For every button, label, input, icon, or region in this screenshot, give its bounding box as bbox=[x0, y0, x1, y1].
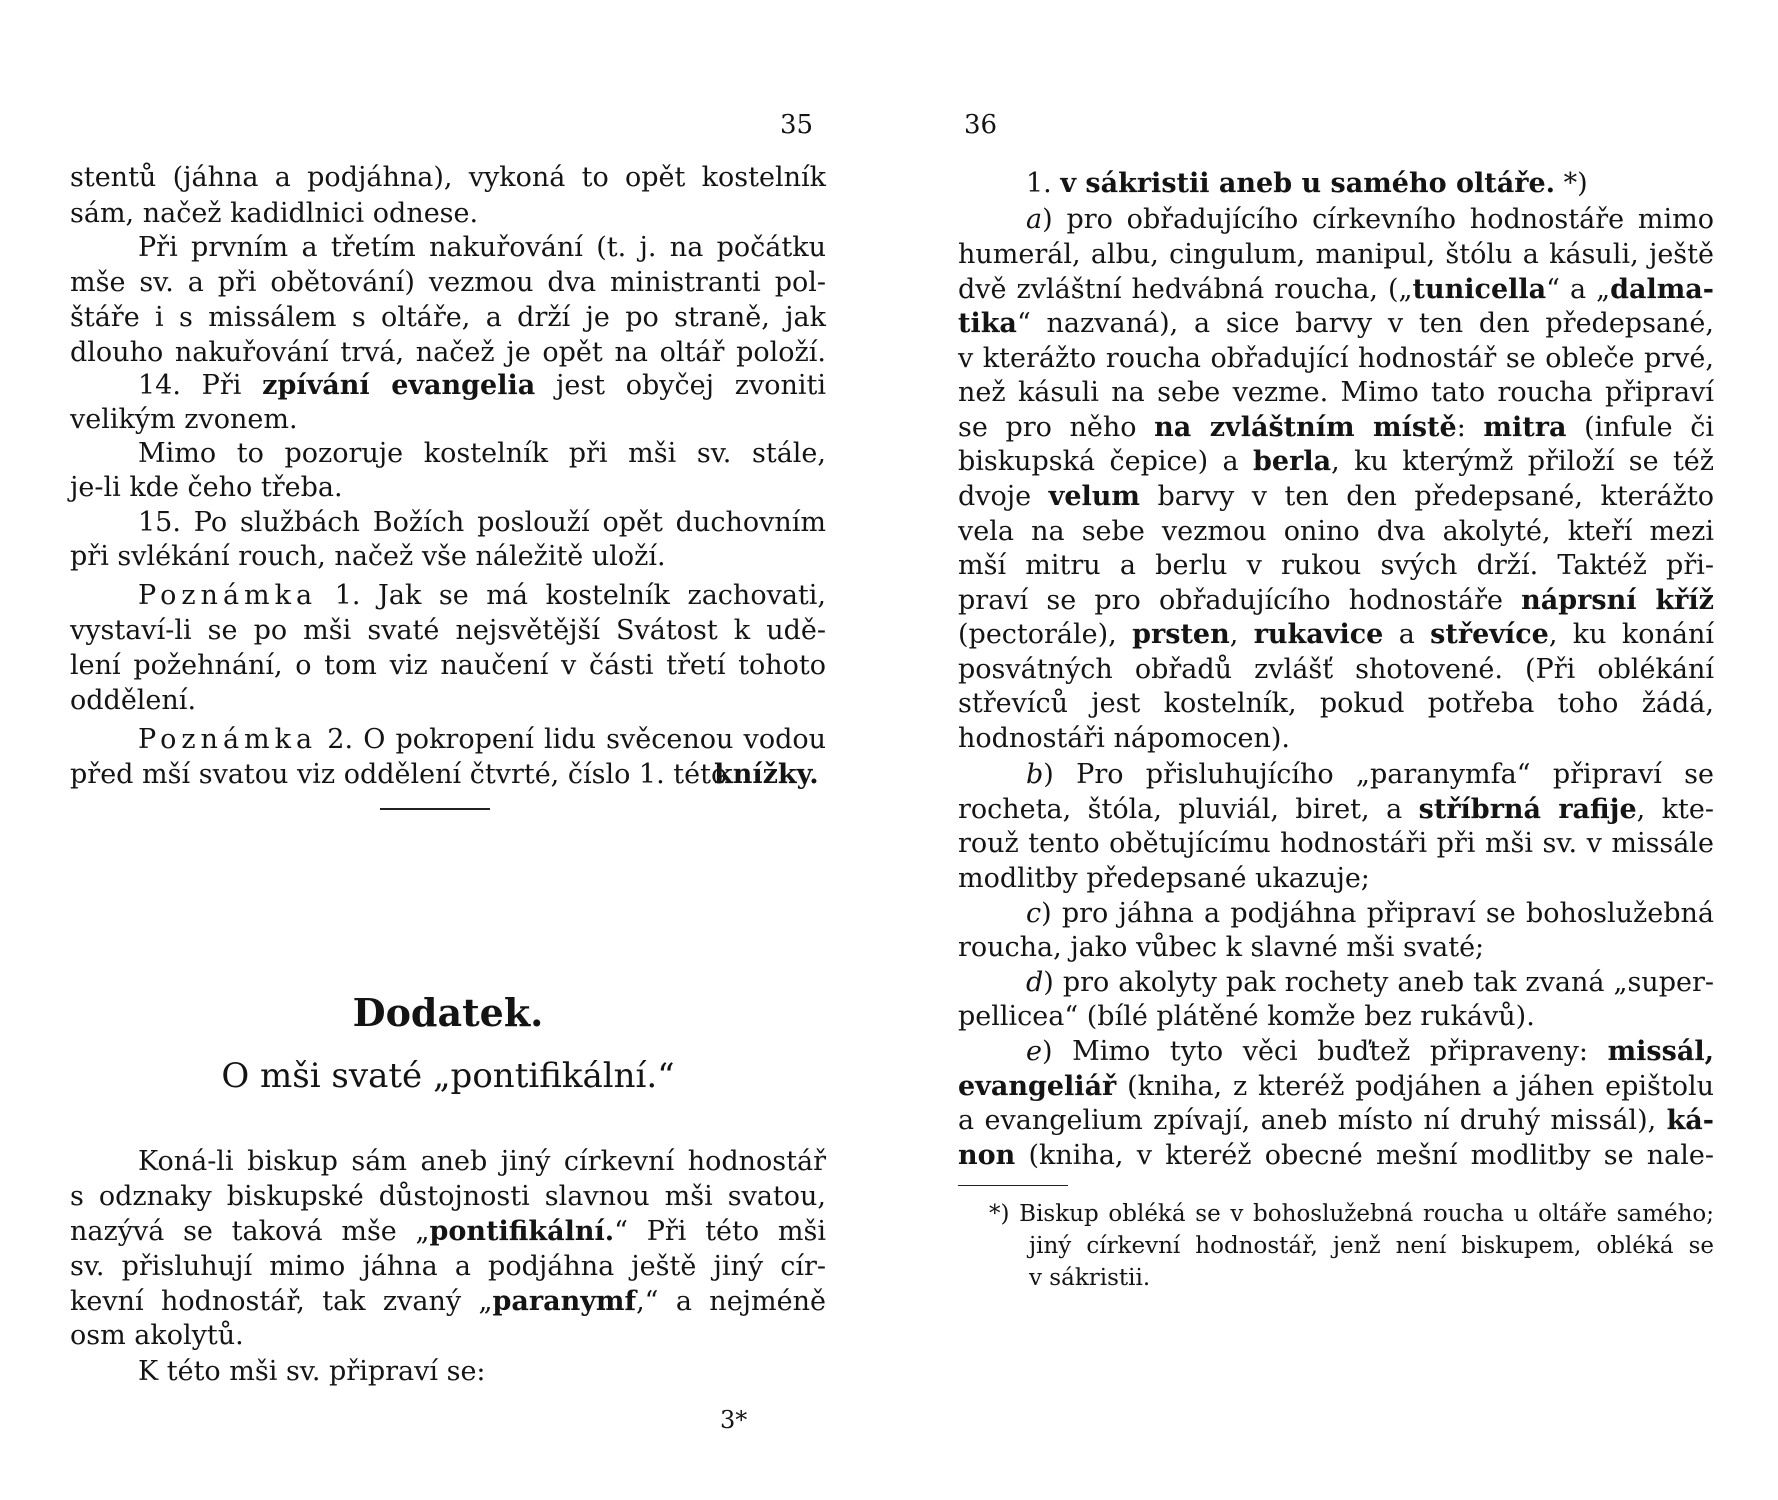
text-line: v kterážto roucha obřadující hodnostář se obleče prvé, bbox=[958, 343, 1714, 374]
text-line: Při prvním a třetím nakuřování (t. j. na počátku bbox=[138, 232, 826, 263]
right-page bbox=[889, 0, 1778, 1500]
bold-term: zpívání evangelia bbox=[262, 370, 536, 401]
text-line: vela na sebe vezmou onino dva akolyté, kteří mezi bbox=[958, 516, 1714, 547]
signature-mark: 3* bbox=[720, 1406, 748, 1434]
text-line: dlouho nakuřování trvá, načež je opět na oltář položí. bbox=[70, 337, 826, 368]
text-line: 15. Po službách Božích poslouží opět duchovním bbox=[138, 507, 826, 538]
text-line: d) pro akolyty pak rochety aneb tak zvaná „super- bbox=[1026, 967, 1714, 998]
text-line: biskupská čepice) a berla, ku kterýmž přiloží se též bbox=[958, 446, 1715, 477]
text-line: sv. přisluhují mimo jáhna a podjáhna ještě jiný cír- bbox=[70, 1251, 826, 1282]
text-line: dvoje velum barvy v ten den předepsané, kterážto bbox=[958, 481, 1714, 512]
text-line: Mimo to pozoruje kostelník při mši sv. stále, bbox=[138, 438, 826, 469]
text-line: dvě zvláštní hedvábná roucha, („tunicella“ a „dalma- bbox=[958, 274, 1714, 305]
text-line: non (kniha, v kteréž obecné mešní modlitby se nale- bbox=[958, 1140, 1714, 1171]
footnote-divider bbox=[958, 1185, 1068, 1186]
text-line: rocheta, štóla, pluviál, biret, a stříbrná rafije, kte- bbox=[958, 794, 1714, 825]
text-line: 14. Při zpívání evangelia jest obyčej zvoniti bbox=[138, 370, 826, 401]
text-line: praví se pro obřadujícího hodnostáře náprsní kříž bbox=[958, 585, 1714, 616]
text-line: posvátných obřadů zvlášť shotovené. (Při oblékání bbox=[958, 654, 1714, 685]
text-line: se pro něho na zvláštním místě: mitra (infule či bbox=[958, 412, 1714, 443]
text-line: mše sv. a při obětování) vezmou dva ministranti pol- bbox=[70, 267, 826, 298]
text-line: velikým zvonem. bbox=[70, 404, 298, 435]
text-line: kevní hodnostář, tak zvaný „paranymf,“ a nejméně bbox=[70, 1286, 826, 1317]
text-line: evangeliář (kniha, z kteréž podjáhen a jáhen epištolu bbox=[958, 1071, 1714, 1102]
text-line: nazývá se taková mše „pontifikální.“ Při této mši bbox=[70, 1216, 826, 1247]
bold-term: v sákristii aneb u samého oltáře. bbox=[1060, 168, 1556, 199]
section-heading: Dodatek. bbox=[352, 990, 544, 1035]
text-line: tika“ nazvaná), a sice barvy v ten den předepsané, bbox=[958, 308, 1714, 339]
section-subheading: O mši svaté „pontifikální.“ bbox=[221, 1056, 675, 1096]
text-line: než kásuli na sebe vezme. Mimo tato roucha připraví bbox=[958, 377, 1714, 408]
text-line: vystaví-li se po mši svaté nejsvětější Svátost k udě- bbox=[70, 615, 826, 646]
text-line: s odznaky biskupské důstojnosti slavnou mši svatou, bbox=[70, 1181, 826, 1212]
text-line: rouž tento obětujícímu hodnostáři při mši sv. v missále bbox=[958, 828, 1714, 859]
text-line: humerál, albu, cingulum, manipul, štólu a kásuli, ještě bbox=[958, 239, 1714, 270]
text-line: (pectorále), prsten, rukavice a střevíce, ku konání bbox=[958, 619, 1715, 650]
text-line: stentů (jáhna a podjáhna), vykoná to opět kostelník bbox=[70, 162, 826, 193]
text-line: a evangelium zpívají, aneb místo ní druhý missál), ká- bbox=[958, 1105, 1714, 1136]
text-line: mší mitru a berlu v rukou svých drží. Taktéž při- bbox=[958, 550, 1714, 581]
text-line: hodnostáři nápomocen). bbox=[958, 723, 1290, 754]
text-line: před mší svatou viz oddělení čtvrté, číslo 1. této bbox=[70, 759, 728, 790]
page-number: 36 bbox=[964, 110, 998, 140]
text-line: při svlékání rouch, načež vše náležitě uloží. bbox=[70, 541, 666, 572]
text-line: Poznámka 2. O pokropení lidu svěcenou vodou bbox=[138, 724, 826, 755]
bold-term: paranymf bbox=[492, 1286, 637, 1317]
text-line: sám, načež kadidlnici odnese. bbox=[70, 198, 479, 229]
text-line: knížky. bbox=[714, 759, 819, 790]
text-line: lení požehnání, o tom viz naučení v části třetí tohoto bbox=[70, 650, 826, 681]
footnote-line: jiný církevní hodnostář, jenž není biskupem, obléká se bbox=[1029, 1233, 1714, 1259]
note-label: Poznámka bbox=[138, 724, 318, 755]
text-line: Poznámka 1. Jak se má kostelník zachovati, bbox=[138, 580, 826, 611]
text-line: b) Pro přisluhujícího „paranymfa“ připraví se bbox=[1026, 759, 1714, 790]
page-number: 35 bbox=[780, 110, 814, 140]
text-line: roucha, jako vůbec k slavné mši svaté; bbox=[958, 932, 1485, 963]
text-line: e) Mimo tyto věci buďtež připraveny: missál, bbox=[1026, 1036, 1714, 1067]
text-line: střevíců jest kostelník, pokud potřeba toho žádá, bbox=[958, 688, 1714, 719]
text-line: modlitby předepsané ukazuje; bbox=[958, 863, 1370, 894]
text-line: štáře i s missálem s oltáře, a drží je po straně, jak bbox=[70, 302, 826, 333]
footnote-line: v sákristii. bbox=[1029, 1265, 1151, 1291]
note-label: Poznámka bbox=[138, 580, 318, 611]
section-divider bbox=[380, 808, 490, 810]
text-line: a) pro obřadujícího církevního hodnostáře mimo bbox=[1026, 204, 1714, 235]
footnote-line: *) Biskup obléká se v bohoslužebná roucha u oltáře samého; bbox=[989, 1201, 1714, 1227]
text-line: oddělení. bbox=[70, 685, 197, 716]
text-line: pellicea“ (bílé plátěné komže bez rukávů). bbox=[958, 1001, 1535, 1032]
text-line: K této mši sv. připraví se: bbox=[138, 1356, 486, 1387]
text-line: osm akolytů. bbox=[70, 1320, 244, 1351]
text-line: c) pro jáhna a podjáhna připraví se bohoslužebná bbox=[1026, 898, 1714, 929]
bold-term: pontifikální. bbox=[429, 1216, 615, 1247]
text-line: Koná-li biskup sám aneb jiný církevní hodnostář bbox=[138, 1146, 826, 1177]
text-line: je-li kde čeho třeba. bbox=[70, 472, 343, 503]
text-line: 1. v sákristii aneb u samého oltáře. *) bbox=[1026, 168, 1588, 199]
